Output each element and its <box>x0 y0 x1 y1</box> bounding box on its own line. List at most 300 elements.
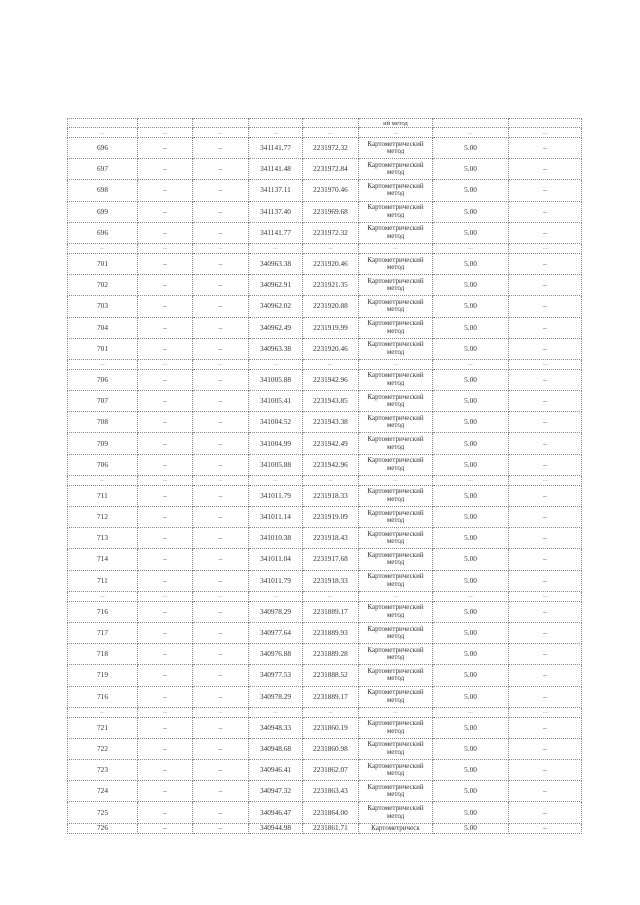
point-number-cell: 712 <box>68 507 138 528</box>
dash-cell: – <box>138 644 193 665</box>
point-number-cell: 696 <box>68 138 138 159</box>
x-coordinate-cell: 341005.41 <box>249 391 303 412</box>
dash-cell: – <box>138 138 193 159</box>
dash-cell: – <box>138 760 193 781</box>
ellipsis-cell: ... <box>433 707 509 717</box>
dash-cell: – <box>138 738 193 759</box>
accuracy-cell: 5.00 <box>433 222 509 243</box>
table-row <box>68 760 582 781</box>
dash-cell: – <box>193 686 249 707</box>
point-number-cell: 723 <box>68 760 138 781</box>
method-cell: Картометрический метод <box>359 781 433 802</box>
ellipsis-cell: ... <box>249 128 303 138</box>
point-number-cell: 709 <box>68 433 138 454</box>
dash-cell: – <box>509 369 582 390</box>
x-coordinate-cell: 341005.88 <box>249 454 303 475</box>
dash-cell: – <box>138 296 193 317</box>
dash-cell: – <box>193 454 249 475</box>
table-row <box>68 686 582 707</box>
x-coordinate-cell: 340978.29 <box>249 601 303 622</box>
dash-cell: – <box>509 507 582 528</box>
dash-cell: – <box>138 622 193 643</box>
dash-cell: – <box>138 369 193 390</box>
point-number-cell: 699 <box>68 201 138 222</box>
accuracy-cell: 5.00 <box>433 454 509 475</box>
table-row <box>68 507 582 528</box>
x-coordinate-cell: 341141.77 <box>249 138 303 159</box>
y-coordinate-cell: 2231888.52 <box>303 665 359 686</box>
dash-cell: – <box>509 338 582 359</box>
point-number-cell: 714 <box>68 549 138 570</box>
accuracy-cell: 5.00 <box>433 622 509 643</box>
ellipsis-cell: ... <box>249 359 303 369</box>
y-coordinate-cell: 2231942.96 <box>303 454 359 475</box>
ellipsis-cell: ... <box>193 591 249 601</box>
ellipsis-cell: ... <box>68 707 138 717</box>
dash-cell: – <box>193 369 249 390</box>
y-coordinate-cell: 2231920.88 <box>303 296 359 317</box>
ellipsis-cell: ... <box>303 591 359 601</box>
method-cell-continued: ий метод <box>359 119 433 128</box>
y-coordinate-cell: 2231920.46 <box>303 253 359 274</box>
accuracy-cell: 5.00 <box>433 507 509 528</box>
ellipsis-cell: ... <box>193 128 249 138</box>
method-cell: Картометрический метод <box>359 485 433 506</box>
dash-cell: – <box>509 760 582 781</box>
method-cell: Картометрический метод <box>359 601 433 622</box>
accuracy-cell: 5.00 <box>433 781 509 802</box>
accuracy-cell: 5.00 <box>433 412 509 433</box>
dash-cell: – <box>138 412 193 433</box>
y-coordinate-cell: 2231972.84 <box>303 159 359 180</box>
accuracy-cell: 5.00 <box>433 180 509 201</box>
dash-cell: – <box>193 802 249 823</box>
y-coordinate-cell: 2231860.98 <box>303 738 359 759</box>
dash-cell: – <box>138 717 193 738</box>
dash-cell: – <box>509 823 582 833</box>
point-number-cell: 726 <box>68 823 138 833</box>
dash-cell: – <box>509 665 582 686</box>
accuracy-cell: 5.00 <box>433 275 509 296</box>
y-coordinate-cell: 2231863.43 <box>303 781 359 802</box>
dash-cell: – <box>138 601 193 622</box>
y-coordinate-cell: 2231917.68 <box>303 549 359 570</box>
x-coordinate-cell: 340963.38 <box>249 253 303 274</box>
ellipsis-cell: ... <box>138 243 193 253</box>
dash-cell: – <box>193 180 249 201</box>
dash-cell: – <box>509 781 582 802</box>
dash-cell: – <box>193 665 249 686</box>
y-coordinate-cell: 2231942.49 <box>303 433 359 454</box>
ellipsis-cell: ... <box>433 475 509 485</box>
ellipsis-cell: ... <box>68 243 138 253</box>
y-coordinate-cell: 2231862.07 <box>303 760 359 781</box>
table-row <box>68 549 582 570</box>
table-row-continued <box>68 119 582 128</box>
dash-cell: – <box>138 222 193 243</box>
ellipsis-cell: ... <box>303 128 359 138</box>
y-coordinate-cell: 2231919.99 <box>303 317 359 338</box>
y-coordinate-cell: 2231889.17 <box>303 601 359 622</box>
accuracy-cell: 5.00 <box>433 369 509 390</box>
accuracy-cell: 5.00 <box>433 391 509 412</box>
method-cell: Картометрический метод <box>359 738 433 759</box>
table-row <box>68 222 582 243</box>
x-coordinate-cell: 340962.49 <box>249 317 303 338</box>
x-coordinate-cell: 341005.88 <box>249 369 303 390</box>
ellipsis-cell: ... <box>433 591 509 601</box>
method-cell: Картометрический метод <box>359 412 433 433</box>
method-cell: Картометрический метод <box>359 275 433 296</box>
table-body <box>68 119 582 834</box>
ellipsis-cell: ... <box>303 707 359 717</box>
method-cell: Картометрический метод <box>359 253 433 274</box>
x-coordinate-cell: 340946.41 <box>249 760 303 781</box>
point-number-cell: 698 <box>68 180 138 201</box>
dash-cell: – <box>193 391 249 412</box>
table-row <box>68 253 582 274</box>
accuracy-cell: 5.00 <box>433 296 509 317</box>
y-coordinate-cell: 2231889.28 <box>303 644 359 665</box>
accuracy-cell: 5.00 <box>433 717 509 738</box>
ellipsis-cell: ... <box>359 475 433 485</box>
dash-cell: – <box>193 275 249 296</box>
ellipsis-cell: ... <box>433 243 509 253</box>
ellipsis-cell: ... <box>249 475 303 485</box>
table-row <box>68 454 582 475</box>
dash-cell: – <box>509 222 582 243</box>
table-row <box>68 485 582 506</box>
method-cell: Картометрический метод <box>359 622 433 643</box>
x-coordinate-cell: 341004.99 <box>249 433 303 454</box>
y-coordinate-cell: 2231918.33 <box>303 570 359 591</box>
y-coordinate-cell: 2231860.19 <box>303 717 359 738</box>
ellipsis-cell: ... <box>359 243 433 253</box>
dash-cell: – <box>193 738 249 759</box>
method-cell: Картометрическ <box>359 823 433 833</box>
accuracy-cell: 5.00 <box>433 528 509 549</box>
dash-cell: – <box>138 570 193 591</box>
table-row <box>68 622 582 643</box>
point-number-cell: 696 <box>68 222 138 243</box>
dash-cell: – <box>193 760 249 781</box>
ellipsis-cell: ... <box>303 243 359 253</box>
ellipsis-cell: ... <box>68 475 138 485</box>
x-coordinate-cell: 340978.29 <box>249 686 303 707</box>
dash-cell: – <box>193 222 249 243</box>
ellipsis-cell: ... <box>509 359 582 369</box>
dash-cell: – <box>193 317 249 338</box>
dash-cell: – <box>193 507 249 528</box>
ellipsis-cell: ... <box>249 591 303 601</box>
dash-cell: – <box>509 296 582 317</box>
point-number-cell: 711 <box>68 485 138 506</box>
ellipsis-cell: ... <box>303 359 359 369</box>
method-cell: Картометрический метод <box>359 760 433 781</box>
ellipsis-cell: ... <box>138 591 193 601</box>
accuracy-cell: 5.00 <box>433 253 509 274</box>
y-coordinate-cell: 2231889.93 <box>303 622 359 643</box>
point-number-cell: 697 <box>68 159 138 180</box>
dash-cell: – <box>509 201 582 222</box>
x-coordinate-cell: 341011.04 <box>249 549 303 570</box>
method-cell: Картометрический метод <box>359 665 433 686</box>
dash-cell: – <box>193 159 249 180</box>
method-cell: Картометрический метод <box>359 644 433 665</box>
dash-cell: – <box>509 528 582 549</box>
table-row <box>68 601 582 622</box>
accuracy-cell: 5.00 <box>433 201 509 222</box>
y-coordinate-cell: 2231918.33 <box>303 485 359 506</box>
dash-cell: – <box>138 665 193 686</box>
table-row <box>68 391 582 412</box>
ellipsis-cell: ... <box>509 707 582 717</box>
y-coordinate-cell: 2231861.71 <box>303 823 359 833</box>
method-cell: Картометрический метод <box>359 159 433 180</box>
table-row <box>68 296 582 317</box>
dash-cell: – <box>193 823 249 833</box>
ellipsis-cell: ... <box>193 359 249 369</box>
table-row-separator <box>68 475 582 485</box>
dash-cell: – <box>138 253 193 274</box>
method-cell: Картометрический метод <box>359 507 433 528</box>
table-row <box>68 570 582 591</box>
table-row <box>68 159 582 180</box>
x-coordinate-cell: 340962.91 <box>249 275 303 296</box>
point-number-cell: 701 <box>68 338 138 359</box>
dash-cell: – <box>138 781 193 802</box>
table-row <box>68 738 582 759</box>
ellipsis-cell: ... <box>509 591 582 601</box>
x-coordinate-cell: 341137.40 <box>249 201 303 222</box>
dash-cell: – <box>193 644 249 665</box>
accuracy-cell: 5.00 <box>433 760 509 781</box>
x-coordinate-cell: 340948.68 <box>249 738 303 759</box>
dash-cell: – <box>138 180 193 201</box>
coordinates-table <box>67 118 582 834</box>
dash-cell: – <box>193 622 249 643</box>
table-row-separator <box>68 243 582 253</box>
dash-cell: – <box>509 317 582 338</box>
y-coordinate-cell: 2231943.38 <box>303 412 359 433</box>
y-coordinate-cell: 2231918.43 <box>303 528 359 549</box>
dash-cell: – <box>138 159 193 180</box>
point-number-cell: 713 <box>68 528 138 549</box>
table-row <box>68 781 582 802</box>
accuracy-cell: 5.00 <box>433 159 509 180</box>
table-row <box>68 433 582 454</box>
y-coordinate-cell: 2231864.00 <box>303 802 359 823</box>
dash-cell: – <box>509 622 582 643</box>
dash-cell: – <box>138 433 193 454</box>
accuracy-cell: 5.00 <box>433 317 509 338</box>
dash-cell: – <box>193 570 249 591</box>
dash-cell: – <box>193 717 249 738</box>
point-number-cell: 719 <box>68 665 138 686</box>
dash-cell: – <box>193 412 249 433</box>
method-cell: Картометрический метод <box>359 201 433 222</box>
table-row <box>68 201 582 222</box>
y-coordinate-cell: 2231970.46 <box>303 180 359 201</box>
point-number-cell: 701 <box>68 253 138 274</box>
ellipsis-cell: ... <box>249 243 303 253</box>
dash-cell: – <box>509 570 582 591</box>
dash-cell: – <box>138 528 193 549</box>
table-row <box>68 138 582 159</box>
accuracy-cell: 5.00 <box>433 570 509 591</box>
dash-cell: – <box>193 601 249 622</box>
point-number-cell: 716 <box>68 601 138 622</box>
point-number-cell: 717 <box>68 622 138 643</box>
dash-cell: – <box>193 296 249 317</box>
dash-cell: – <box>193 138 249 159</box>
point-number-cell: 704 <box>68 317 138 338</box>
ellipsis-cell: ... <box>138 359 193 369</box>
method-cell: Картометрический метод <box>359 802 433 823</box>
table-row <box>68 823 582 833</box>
dash-cell: – <box>138 201 193 222</box>
x-coordinate-cell: 340977.64 <box>249 622 303 643</box>
ellipsis-cell: ... <box>68 591 138 601</box>
point-number-cell: 706 <box>68 454 138 475</box>
x-coordinate-cell: 341011.79 <box>249 485 303 506</box>
ellipsis-cell: ... <box>433 128 509 138</box>
dash-cell: – <box>509 686 582 707</box>
table-row <box>68 717 582 738</box>
dash-cell: – <box>509 454 582 475</box>
dash-cell: – <box>138 686 193 707</box>
ellipsis-cell: ... <box>138 707 193 717</box>
y-coordinate-cell: 2231972.32 <box>303 138 359 159</box>
dash-cell: – <box>138 275 193 296</box>
y-coordinate-cell: 2231921.35 <box>303 275 359 296</box>
point-number-cell: 706 <box>68 369 138 390</box>
ellipsis-cell: ... <box>249 707 303 717</box>
accuracy-cell: 5.00 <box>433 138 509 159</box>
table-row <box>68 802 582 823</box>
method-cell: Картометрический метод <box>359 222 433 243</box>
accuracy-cell: 5.00 <box>433 738 509 759</box>
dash-cell: – <box>509 138 582 159</box>
method-cell: Картометрический метод <box>359 570 433 591</box>
ellipsis-cell: ... <box>138 128 193 138</box>
method-cell: Картометрический метод <box>359 433 433 454</box>
table-row-separator <box>68 359 582 369</box>
dash-cell: – <box>138 549 193 570</box>
x-coordinate-cell: 340976.88 <box>249 644 303 665</box>
dash-cell: – <box>193 485 249 506</box>
ellipsis-cell: ... <box>68 359 138 369</box>
x-coordinate-cell: 341137.11 <box>249 180 303 201</box>
x-coordinate-cell: 341011.14 <box>249 507 303 528</box>
point-number-cell: 724 <box>68 781 138 802</box>
dash-cell: – <box>193 433 249 454</box>
table-row <box>68 338 582 359</box>
method-cell: Картометрический метод <box>359 317 433 338</box>
dash-cell: – <box>509 485 582 506</box>
y-coordinate-cell: 2231942.96 <box>303 369 359 390</box>
dash-cell: – <box>509 391 582 412</box>
point-number-cell: 703 <box>68 296 138 317</box>
y-coordinate-cell: 2231943.85 <box>303 391 359 412</box>
ellipsis-cell: ... <box>359 591 433 601</box>
accuracy-cell: 5.00 <box>433 433 509 454</box>
accuracy-cell: 5.00 <box>433 665 509 686</box>
method-cell: Картометрический метод <box>359 454 433 475</box>
point-number-cell: 708 <box>68 412 138 433</box>
point-number-cell: 722 <box>68 738 138 759</box>
accuracy-cell: 5.00 <box>433 601 509 622</box>
dash-cell: – <box>138 802 193 823</box>
ellipsis-cell: ... <box>433 359 509 369</box>
dash-cell: – <box>509 180 582 201</box>
table-row <box>68 180 582 201</box>
ellipsis-cell: ... <box>193 475 249 485</box>
dash-cell: – <box>509 412 582 433</box>
method-cell: Картометрический метод <box>359 338 433 359</box>
table-row <box>68 412 582 433</box>
table-row-separator <box>68 591 582 601</box>
x-coordinate-cell: 340946.47 <box>249 802 303 823</box>
dash-cell: – <box>509 433 582 454</box>
x-coordinate-cell: 341141.48 <box>249 159 303 180</box>
method-cell: Картометрический метод <box>359 391 433 412</box>
method-cell: Картометрический метод <box>359 549 433 570</box>
table-row-separator <box>68 707 582 717</box>
dash-cell: – <box>138 454 193 475</box>
method-cell: Картометрический метод <box>359 180 433 201</box>
dash-cell: – <box>509 275 582 296</box>
dash-cell: – <box>138 507 193 528</box>
y-coordinate-cell: 2231919.09 <box>303 507 359 528</box>
method-cell: Картометрический метод <box>359 717 433 738</box>
ellipsis-cell: ... <box>359 128 433 138</box>
ellipsis-cell: ... <box>138 475 193 485</box>
y-coordinate-cell: 2231889.17 <box>303 686 359 707</box>
x-coordinate-cell: 341141.77 <box>249 222 303 243</box>
dash-cell: – <box>509 253 582 274</box>
dash-cell: – <box>509 802 582 823</box>
accuracy-cell: 5.00 <box>433 823 509 833</box>
point-number-cell: 721 <box>68 717 138 738</box>
dash-cell: – <box>509 738 582 759</box>
table-row <box>68 317 582 338</box>
dash-cell: – <box>138 317 193 338</box>
ellipsis-cell: ... <box>303 475 359 485</box>
x-coordinate-cell: 341004.52 <box>249 412 303 433</box>
x-coordinate-cell: 340963.38 <box>249 338 303 359</box>
ellipsis-cell: ... <box>359 707 433 717</box>
point-number-cell: 716 <box>68 686 138 707</box>
accuracy-cell: 5.00 <box>433 644 509 665</box>
dash-cell: – <box>138 391 193 412</box>
method-cell: Картометрический метод <box>359 528 433 549</box>
x-coordinate-cell: 340948.33 <box>249 717 303 738</box>
table-row <box>68 644 582 665</box>
x-coordinate-cell: 341011.79 <box>249 570 303 591</box>
table-row <box>68 528 582 549</box>
table-row <box>68 275 582 296</box>
ellipsis-cell: ... <box>193 707 249 717</box>
dash-cell: – <box>193 781 249 802</box>
ellipsis-cell: ... <box>68 128 138 138</box>
method-cell: Картометрический метод <box>359 296 433 317</box>
dash-cell: – <box>193 201 249 222</box>
ellipsis-cell: ... <box>359 359 433 369</box>
x-coordinate-cell: 341010.38 <box>249 528 303 549</box>
x-coordinate-cell: 340962.02 <box>249 296 303 317</box>
point-number-cell: 711 <box>68 570 138 591</box>
